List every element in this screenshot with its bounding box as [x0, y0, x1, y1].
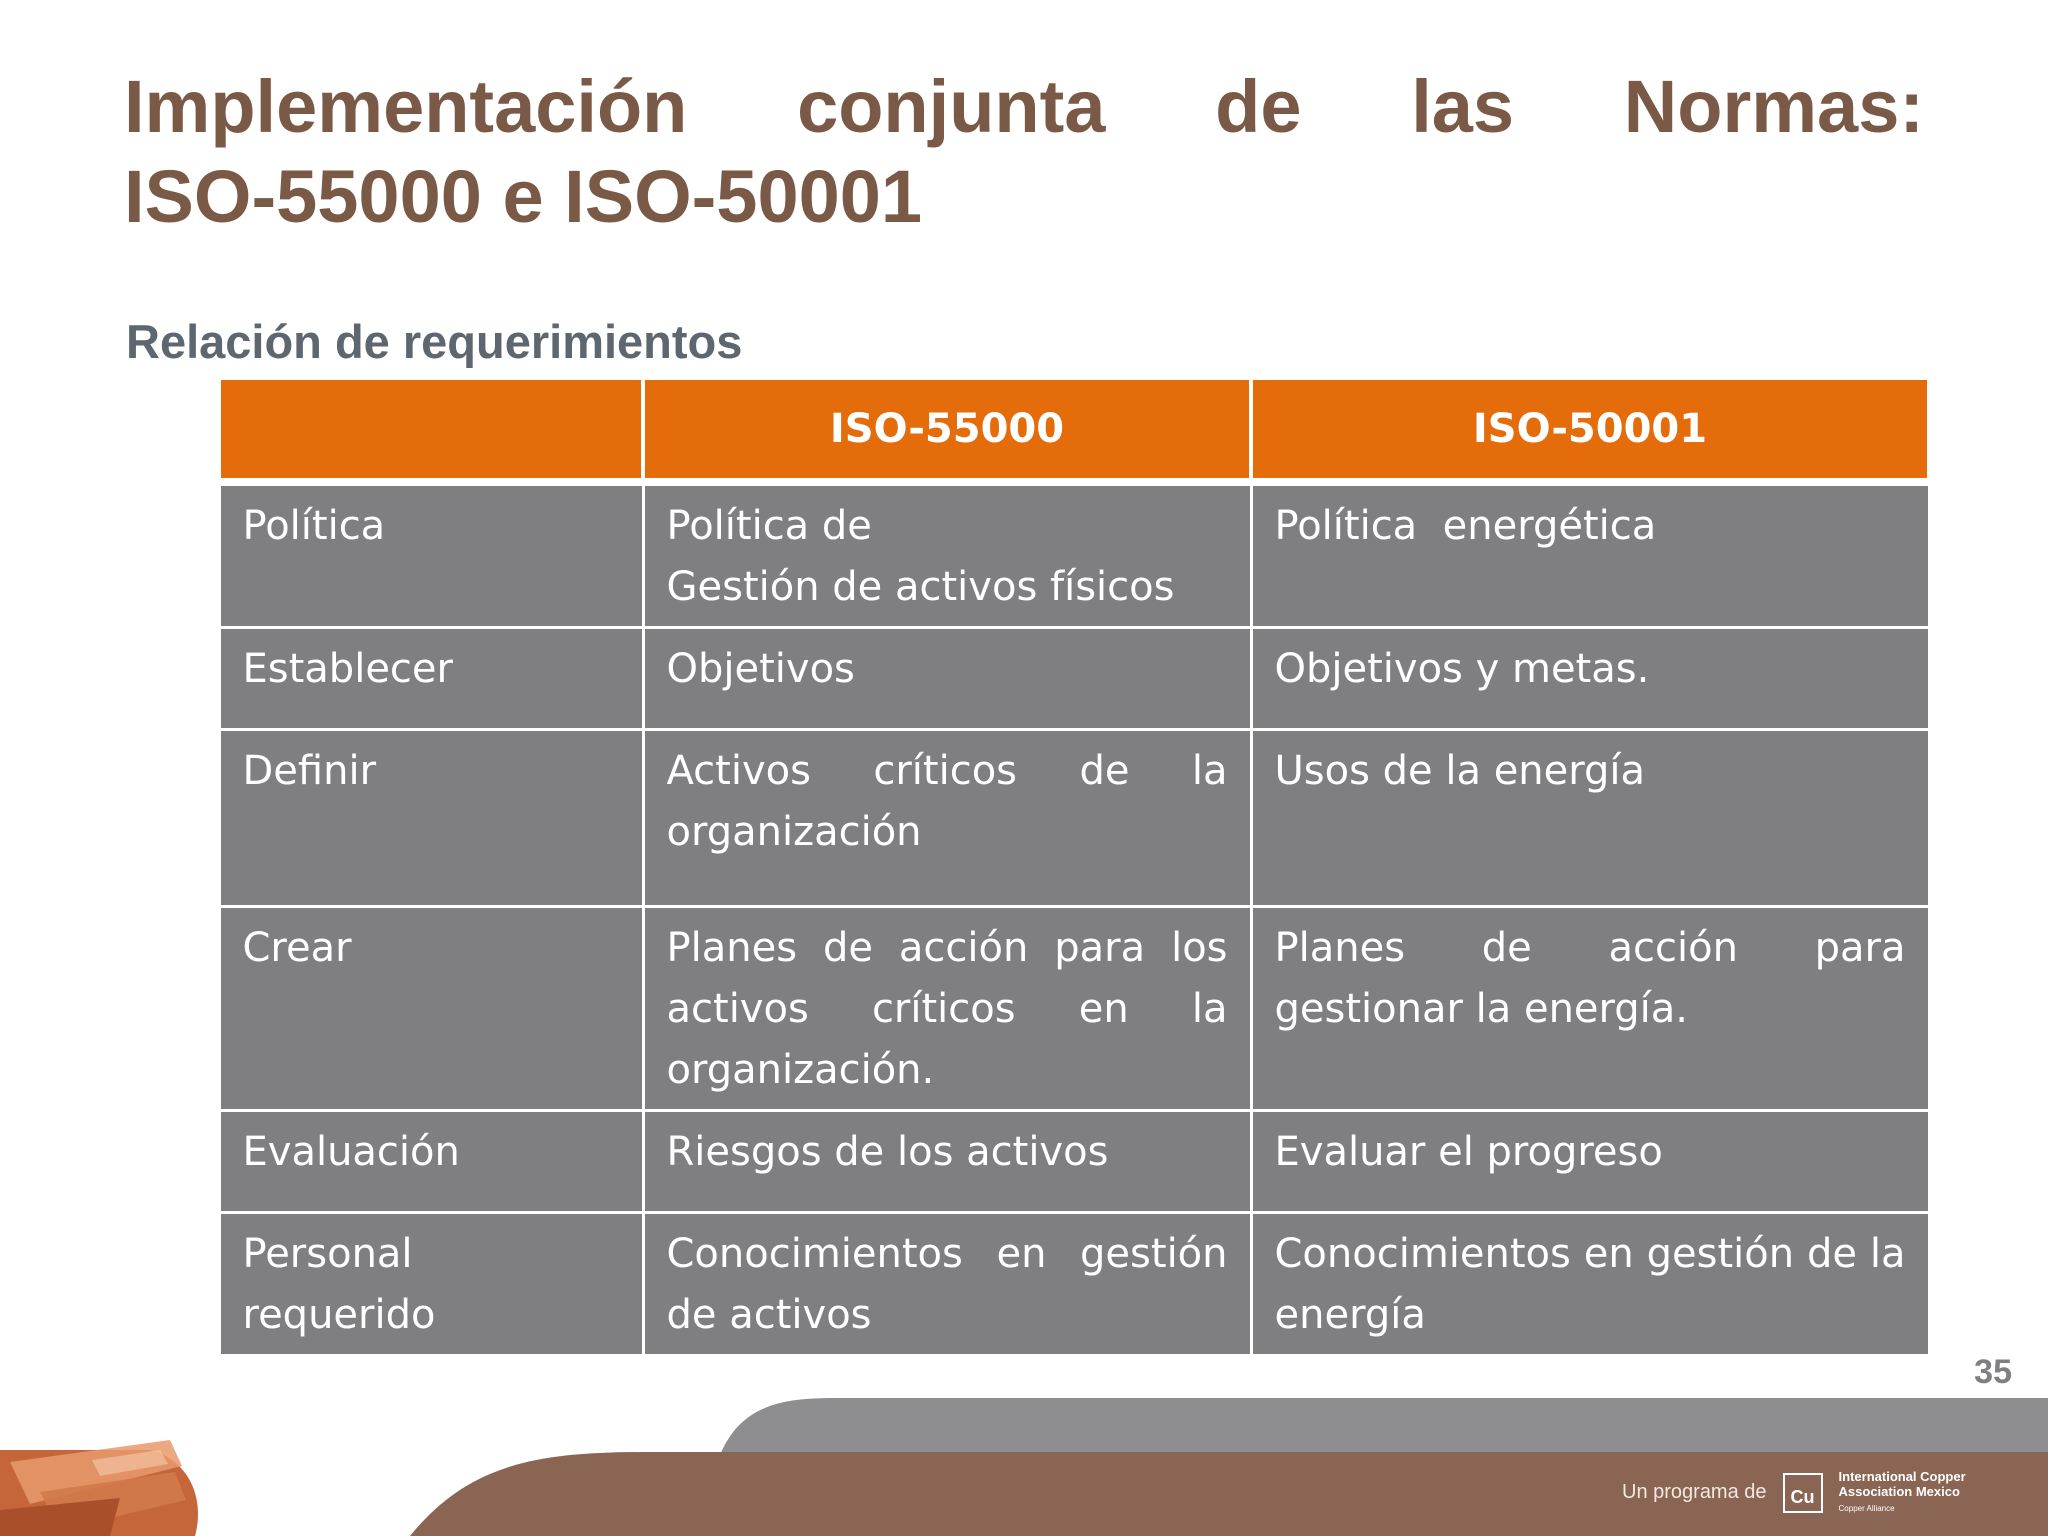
title-word: Normas:	[1623, 65, 1924, 148]
cell-text: Planes de acción para los activos críticos en la organización.	[666, 925, 1228, 1093]
cell-text: Usos de la energía	[1274, 748, 1646, 794]
title-word: conjunta	[797, 65, 1106, 148]
table-row	[219, 730, 1929, 907]
slide-title-line-2: ISO-55000 e ISO-50001	[124, 155, 923, 238]
row-label-cell	[219, 628, 643, 730]
cell-text: Política energética	[1274, 503, 1657, 549]
title-word: las	[1411, 65, 1515, 148]
footer-brand	[1622, 1469, 1966, 1516]
slide-title-line-1	[124, 62, 1924, 152]
org-line-2: Association Mexico	[1838, 1484, 1960, 1499]
requirements-table	[217, 380, 1931, 1357]
row-label-cell	[219, 1111, 643, 1213]
cell-text: Personal requerido	[242, 1231, 436, 1338]
table-header-row	[219, 380, 1929, 482]
iso-55000-cell	[643, 1213, 1251, 1356]
iso-55000-cell	[643, 730, 1251, 907]
table-row	[219, 628, 1929, 730]
iso-55000-cell	[643, 482, 1251, 628]
cell-text: Conocimientos en gestión de activos	[666, 1231, 1228, 1338]
cell-text: Política de Gestión de activos físicos	[666, 503, 1175, 610]
org-line-3: Copper Alliance	[1838, 1504, 1895, 1513]
iso-55000-cell	[643, 1111, 1251, 1213]
cell-text: Crear	[242, 925, 352, 971]
header-cell-empty	[219, 380, 643, 482]
cell-text: Objetivos y metas.	[1274, 646, 1650, 692]
row-label-cell	[219, 482, 643, 628]
iso-50001-cell	[1251, 1111, 1929, 1213]
table-row	[219, 907, 1929, 1111]
iso-50001-cell	[1251, 907, 1929, 1111]
cell-text: Planes de acción para gestionar la energía.	[1274, 925, 1906, 1032]
header-cell-iso-55000: ISO-55000	[643, 380, 1251, 482]
iso-50001-cell	[1251, 1213, 1929, 1356]
table-row	[219, 482, 1929, 628]
cell-text: Riesgos de los activos	[666, 1129, 1109, 1175]
cell-text: Objetivos	[666, 646, 855, 692]
cell-text: Evaluar el progreso	[1274, 1129, 1663, 1175]
header-cell-iso-50001: ISO-50001	[1251, 380, 1929, 482]
iso-50001-cell	[1251, 730, 1929, 907]
iso-55000-cell	[643, 628, 1251, 730]
row-label-cell	[219, 730, 643, 907]
row-label-cell	[219, 907, 643, 1111]
cell-text: Política	[242, 503, 386, 549]
row-label-cell	[219, 1213, 643, 1356]
iso-50001-cell	[1251, 628, 1929, 730]
cell-text: Establecer	[242, 646, 453, 692]
organization-name	[1839, 1469, 1966, 1516]
cu-logo-icon: Cu	[1783, 1473, 1823, 1513]
program-label: Un programa de	[1622, 1481, 1767, 1503]
cell-text: Conocimientos en gestión de la energía	[1274, 1231, 1906, 1338]
table-row	[219, 1111, 1929, 1213]
cell-text: Activos críticos de la organización	[666, 748, 1228, 855]
iso-50001-cell	[1251, 482, 1929, 628]
cell-text: Definir	[242, 748, 377, 794]
iso-55000-cell	[643, 907, 1251, 1111]
org-line-1: International Copper	[1838, 1469, 1966, 1484]
cell-text: Evaluación	[242, 1129, 460, 1175]
section-subtitle: Relación de requerimientos	[126, 315, 743, 368]
title-word: de	[1215, 65, 1302, 148]
table-row	[219, 1213, 1929, 1356]
title-word: Implementación	[124, 65, 688, 148]
page-number: 35	[1974, 1353, 2012, 1391]
slide-title	[124, 62, 1924, 242]
copper-pipes-image	[0, 1440, 198, 1536]
